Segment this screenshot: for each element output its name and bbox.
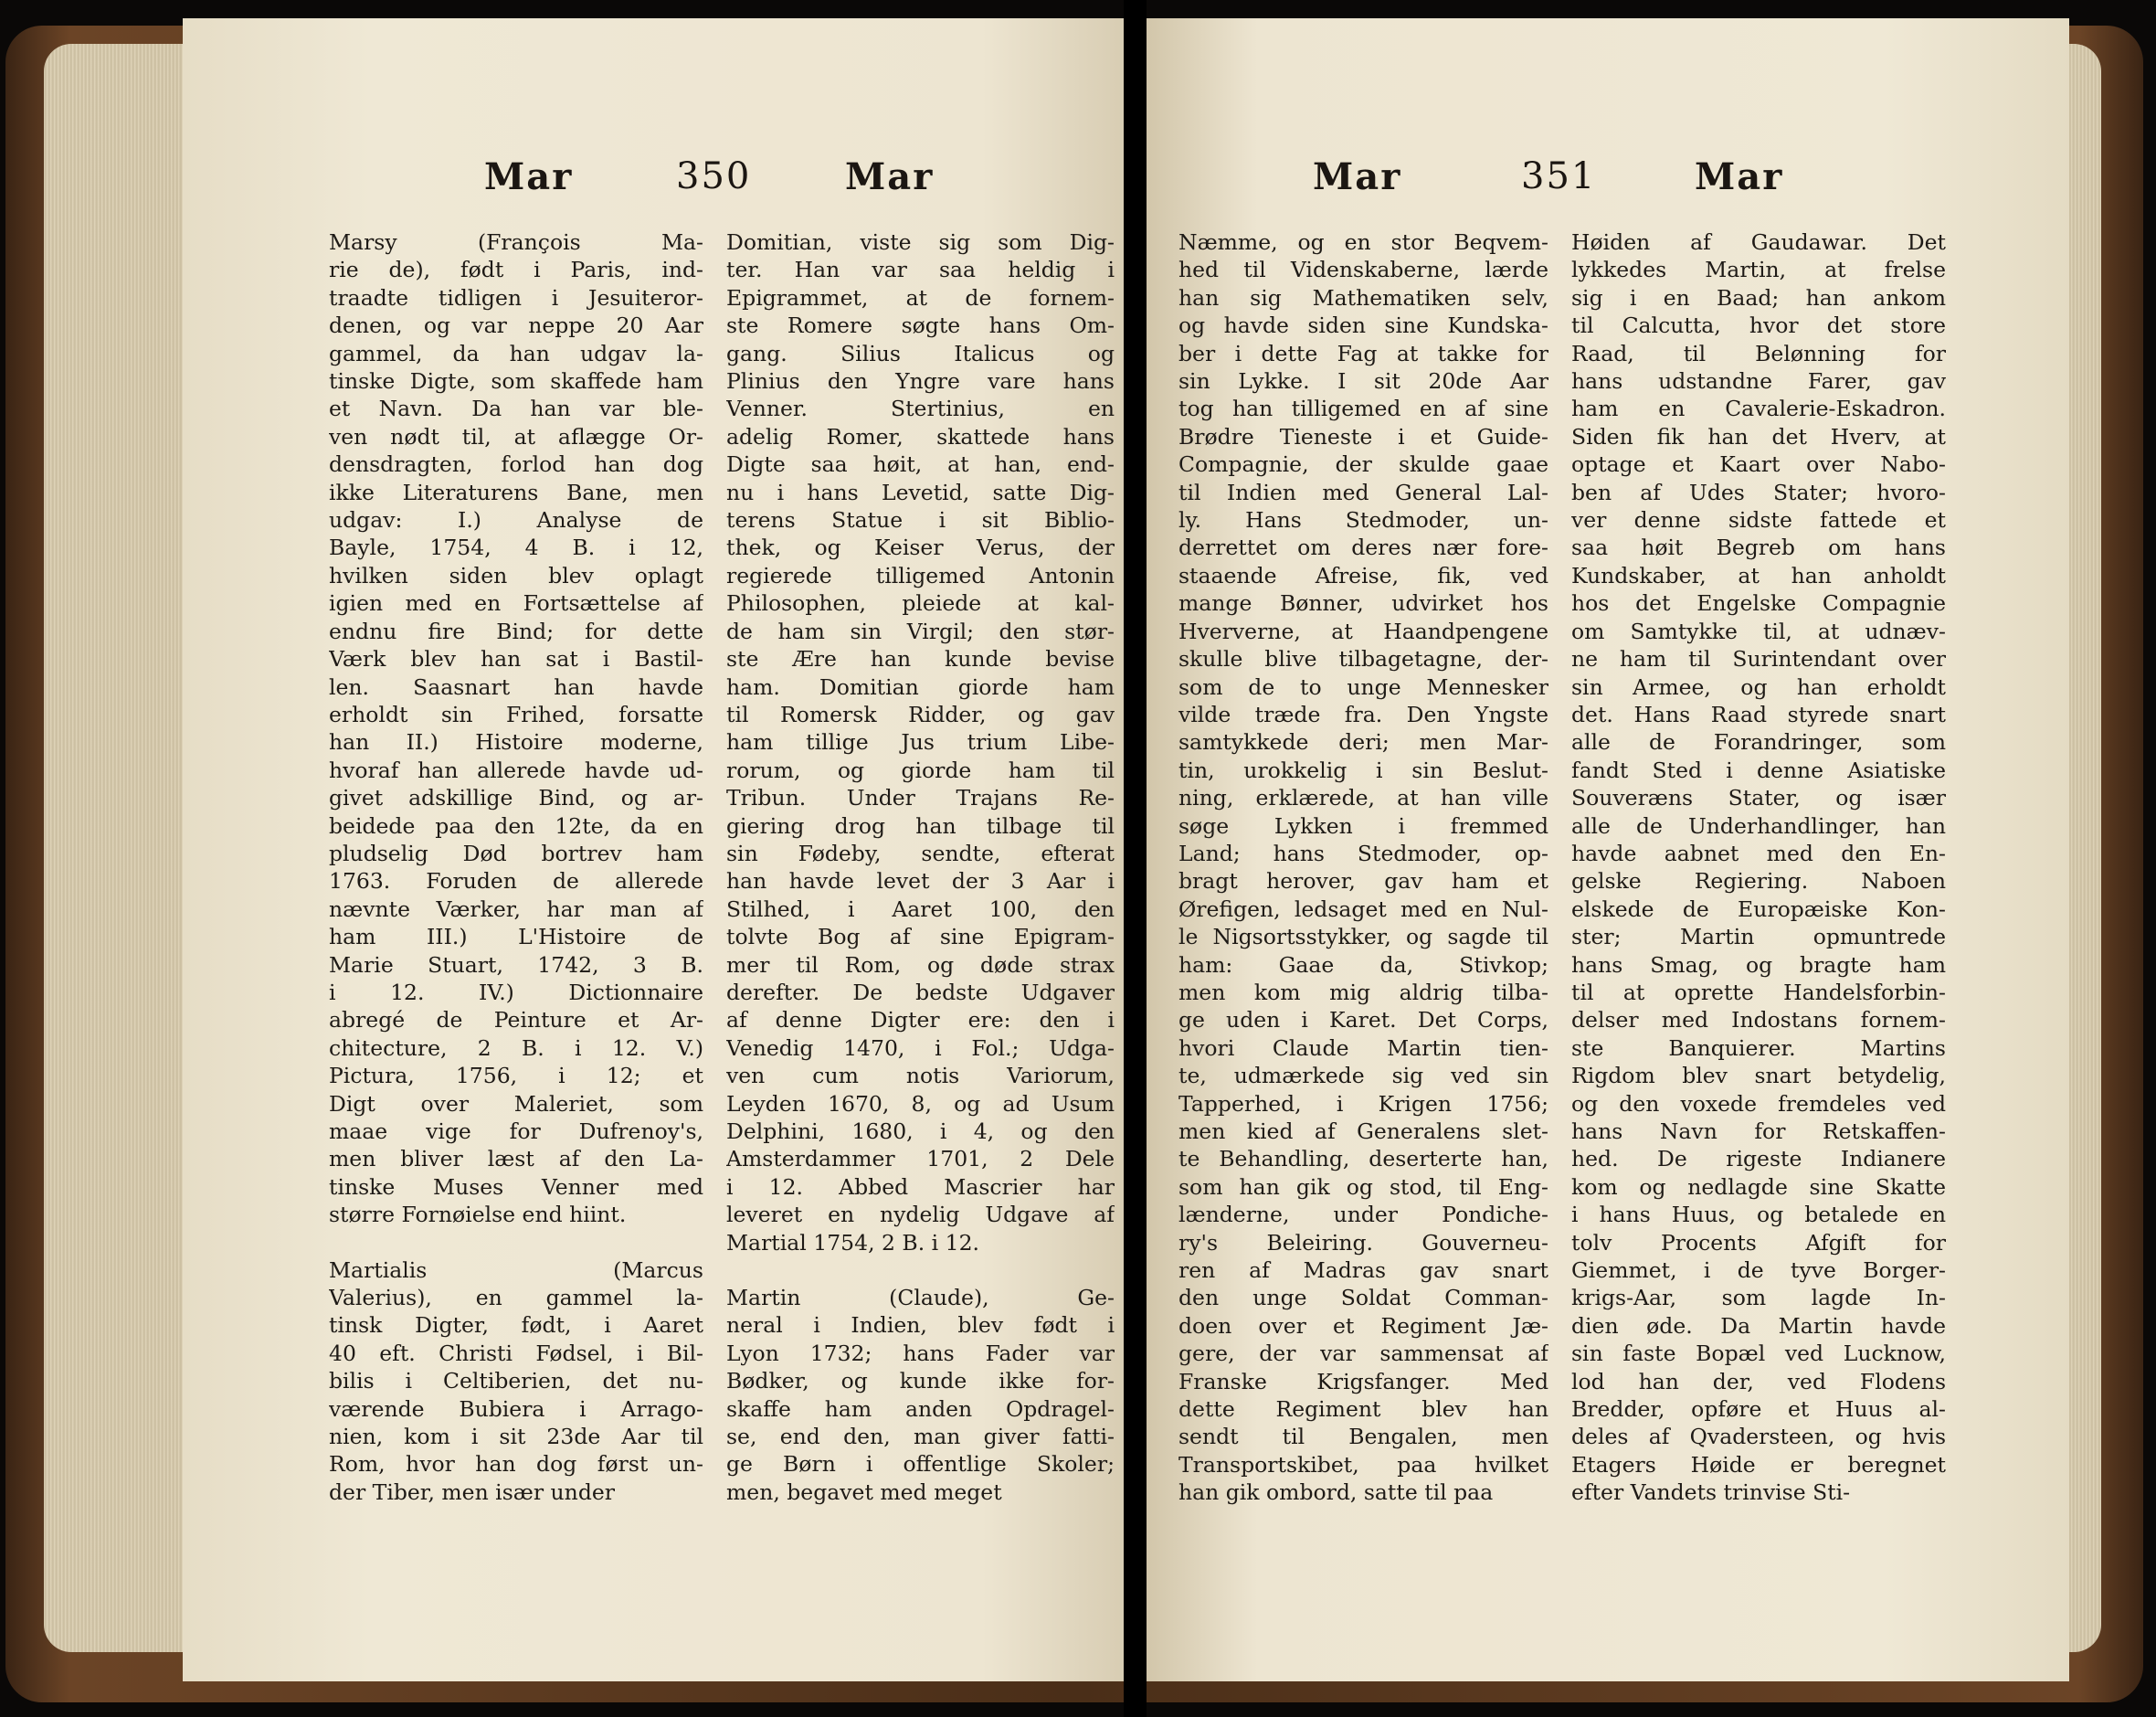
text-line: nævnte Værker, har man af [329,896,703,922]
text-line: men kom mig aldrig tilba- [1178,979,1548,1005]
text-line: vilde træde fra. Den Yngste [1178,701,1548,727]
text-line: kom og nedlagde sine Skatte [1571,1173,1946,1200]
text-line: men kied af Generalens slet- [1178,1118,1548,1144]
text-line: som han gik og stod, til Eng- [1178,1173,1548,1200]
text-line: de ham sin Virgil; den stør- [726,618,1115,644]
text-line: Lyon 1732; hans Fader var [726,1340,1115,1366]
text-line: Etagers Høide er beregnet [1571,1451,1946,1478]
text-line: erholdt sin Frihed, forsatte [329,701,703,727]
text-line: ly. Hans Stedmoder, un- [1178,507,1548,534]
text-line: Tapperhed, i Krigen 1756; [1178,1090,1548,1117]
text-line: Venedig 1470, i Fol.; Udga- [726,1034,1115,1061]
text-line: alle de Underhandlinger, han [1571,812,1946,839]
text-line: af denne Digter ere: den i [726,1007,1115,1033]
text-line: staaende Afreise, fik, ved [1178,562,1548,588]
text-line: havde aabnet med den En- [1571,840,1946,866]
text-line: hvilken siden blev oplagt [329,562,703,588]
text-line: ning, erklærede, at han ville [1178,785,1548,811]
text-line: og havde siden sine Kundska- [1178,313,1548,339]
text-line: ham III.) L'Histoire de [329,924,703,950]
text-line: elskede de Europæiske Kon- [1571,896,1946,922]
text-line: ge Børn i offentlige Skoler; [726,1451,1115,1478]
text-line: bragt herover, gav ham et [1178,868,1548,895]
right-running-head-right: Mar [1695,155,1784,198]
text-line: Pictura, 1756, i 12; et [329,1063,703,1089]
text-line: sin Lykke. I sit 20de Aar [1178,368,1548,395]
text-line: lod han der, ved Flodens [1571,1368,1946,1394]
text-line: i hans Huus, og betalede en [1571,1202,1946,1228]
text-line: ste Romere søgte hans Om- [726,313,1115,339]
text-line: ven cum notis Variorum, [726,1063,1115,1089]
text-line: hans Navn for Retskaffen- [1571,1118,1946,1144]
text-line: giering drog han tilbage til [726,812,1115,839]
text-line: men bliver læst af den La- [329,1146,703,1172]
text-line: Marie Stuart, 1742, 3 B. [329,951,703,978]
text-line: ikke Literaturens Bane, men [329,479,703,505]
text-line: efter Vandets trinvise Sti- [1571,1479,1851,1506]
text-line: le Nigsortsstykker, og sagde til [1178,924,1548,950]
left-running-head: Mar [484,155,574,198]
text-line: nu i hans Levetid, satte Dig- [726,479,1115,505]
text-line: han gik ombord, satte til paa [1178,1479,1494,1506]
text-line: skaffe ham anden Opdragel- [726,1395,1115,1422]
text-line: ber i dette Fag at takke for [1178,340,1548,366]
text-line: Land; hans Stedmoder, op- [1178,840,1548,866]
left-page-edges [44,44,190,1652]
text-line: Marsy (François Ma- [329,229,703,255]
text-line: dette Regiment blev han [1178,1396,1548,1423]
text-line: sin faste Bopæl ved Lucknow, [1571,1341,1946,1367]
text-line: maae vige for Dufrenoy's, [329,1118,703,1144]
text-line: og den voxede fremdeles ved [1571,1090,1946,1117]
text-line: neral i Indien, blev født i [726,1312,1115,1339]
text-line: Giemmet, i de tyve Borger- [1571,1257,1946,1284]
text-line: Siden fik han det Hverv, at [1571,423,1946,450]
text-line: hans Smag, og bragte ham [1571,951,1946,978]
text-line: Brødre Tieneste i et Guide- [1178,423,1548,450]
text-line: len. Saasnart han havde [329,673,703,700]
text-line: han sig Mathematiken selv, [1178,284,1548,311]
text-line: tinske Digte, som skaffede ham [329,368,703,395]
text-line: traadte tidligen i Jesuiteror- [329,284,703,311]
text-line: tinske Muses Venner med [329,1173,703,1200]
text-line: i 12. Abbed Mascrier har [726,1173,1115,1200]
text-line: ste Banquierer. Martins [1571,1034,1946,1061]
text-line: ry's Beleiring. Gouverneu- [1178,1229,1548,1256]
text-line: givet adskillige Bind, og ar- [329,785,703,811]
text-line: ren af Madras gav snart [1178,1257,1548,1284]
text-line: densdragten, forlod han dog [329,451,703,478]
text-line: Stilhed, i Aaret 100, den [726,896,1115,922]
text-line: lykkedes Martin, at frelse [1571,257,1946,283]
text-line: ster; Martin opmuntrede [1571,924,1946,950]
text-line: mer til Rom, og døde strax [726,951,1115,978]
text-line: Raad, til Belønning for [1571,340,1946,366]
book-gutter [1124,0,1147,1717]
text-line: rorum, og giorde ham til [726,757,1115,783]
text-line: terens Statue i sit Biblio- [726,507,1115,534]
text-line: regierede tilligemed Antonin [726,562,1115,588]
text-line: til Calcutta, hvor det store [1571,313,1946,339]
text-line: lænderne, under Pondiche- [1178,1202,1548,1228]
text-line: mange Bønner, udvirket hos [1178,590,1548,617]
text-line: ge uden i Karet. Det Corps, [1178,1007,1548,1033]
text-line: Digte saa høit, at han, end- [726,451,1115,478]
text-line: Amsterdammer 1701, 2 Dele [726,1146,1115,1172]
text-line: denen, og var neppe 20 Aar [329,313,703,339]
text-line: Souveræns Stater, og især [1571,785,1946,811]
text-line: Digt over Maleriet, som [329,1090,703,1117]
text-line: men, begavet med meget [726,1479,1002,1505]
text-line: i 12. IV.) Dictionnaire [329,979,703,1005]
text-line: større Fornøielse end hiint. [329,1202,627,1228]
text-line: gelske Regiering. Naboen [1571,868,1946,895]
text-line: Transportskibet, paa hvilket [1178,1451,1548,1478]
text-line: Epigrammet, at de fornem- [726,284,1115,311]
text-line: til at oprette Handelsforbin- [1571,979,1946,1005]
text-line: tinsk Digter, født, i Aaret [329,1312,703,1339]
text-line: han havde levet der 3 Aar i [726,868,1115,895]
text-line: thek, og Keiser Verus, der [726,535,1115,561]
text-line: hos det Engelske Compagnie [1571,590,1946,617]
text-line: et Navn. Da han var ble- [329,396,703,422]
text-line: hed. De rigeste Indianere [1571,1146,1946,1172]
text-line: sendt til Bengalen, men [1178,1424,1548,1450]
text-line: Rom, hvor han dog først un- [329,1451,703,1478]
text-line: Martin (Claude), Ge- [726,1285,1115,1311]
text-line: Tribun. Under Trajans Re- [726,785,1115,811]
text-line: Værk blev han sat i Bastil- [329,646,703,673]
text-line: krigs-Aar, som lagde In- [1571,1285,1946,1311]
right-running-head: Mar [1313,155,1402,198]
text-line: Hververne, at Haandpengene [1178,618,1548,644]
text-line: Delphini, 1680, i 4, og den [726,1118,1115,1144]
text-line: Bødker, og kunde ikke for- [726,1368,1115,1394]
right-page-column-1 [1178,228,1548,1507]
text-line: sin Armee, og han erholdt [1571,673,1946,700]
text-line: Compagnie, der skulde gaae [1178,451,1548,478]
text-line: Ørefigen, ledsaget med en Nul- [1178,896,1548,922]
text-line: tolv Procents Afgift for [1571,1229,1946,1256]
text-line: hans udstandne Farer, gav [1571,368,1946,395]
text-line: hed til Videnskaberne, lærde [1178,257,1548,283]
text-line: derrettet om deres nær fore- [1178,535,1548,561]
text-line: fandt Sted i denne Asiatiske [1571,757,1946,783]
text-line: Domitian, viste sig som Dig- [726,229,1115,255]
text-line: Bayle, 1754, 4 B. i 12, [329,535,703,561]
text-line: saa høit Begreb om hans [1571,535,1946,561]
text-line: det. Hans Raad styrede snart [1571,701,1946,727]
text-line: sig i en Baad; han ankom [1571,284,1946,311]
left-page-column-1 [329,228,703,1506]
text-line: hvoraf han allerede havde ud- [329,757,703,783]
text-line: Martial 1754, 2 B. i 12. [726,1229,979,1256]
text-line: ham: Gaae da, Stivkop; [1178,951,1548,978]
text-line: endnu fire Bind; for dette [329,618,703,644]
text-line: ham en Cavalerie-Eskadron. [1571,396,1946,422]
text-line: Kundskaber, at han anholdt [1571,562,1946,588]
text-line: tin, urokkelig i sin Beslut- [1178,757,1548,783]
text-line: ham tillige Jus trium Libe- [726,729,1115,756]
text-line: gang. Silius Italicus og [726,340,1115,366]
text-line: Valerius), en gammel la- [329,1285,703,1311]
text-line: Philosophen, pleiede at kal- [726,590,1115,617]
text-line: se, end den, man giver fatti- [726,1424,1115,1450]
text-line: skulle blive tilbagetagne, der- [1178,646,1548,673]
left-page [183,18,1124,1681]
text-line: te Behandling, deserterte han, [1178,1146,1548,1172]
text-line: samtykkede deri; men Mar- [1178,729,1548,756]
text-line: doen over et Regiment Jæ- [1178,1312,1548,1339]
text-line: deles af Qvadersteen, og hvis [1571,1424,1946,1450]
text-line: Høiden af Gaudawar. Det [1571,229,1946,255]
text-line: optage et Kaart over Nabo- [1571,451,1946,478]
text-line: derefter. De bedste Udgaver [726,979,1115,1005]
text-line: udgav: I.) Analyse de [329,507,703,534]
text-line: nien, kom i sit 23de Aar til [329,1424,703,1450]
text-line: dien øde. Da Martin havde [1571,1312,1946,1339]
text-line: pludselig Død bortrev ham [329,840,703,866]
text-line: Franske Krigsfanger. Med [1178,1368,1548,1394]
text-line: Næmme, og en stor Beqvem- [1178,229,1548,255]
paragraph-gap [726,1256,1115,1284]
text-line: te, udmærkede sig ved sin [1178,1063,1548,1089]
text-line: Venner. Stertinius, en [726,396,1115,422]
text-line: ste Ære han kunde bevise [726,646,1115,673]
text-line: 40 eft. Christi Fødsel, i Bil- [329,1340,703,1366]
text-line: Martialis (Marcus [329,1256,703,1283]
text-line: til Romersk Ridder, og gav [726,701,1115,727]
text-line: ter. Han var saa heldig i [726,257,1115,283]
text-line: tolvte Bog af sine Epigram- [726,924,1115,950]
left-page-column-2 [726,228,1115,1506]
text-line: til Indien med General Lal- [1178,479,1548,505]
text-line: alle de Forandringer, som [1571,729,1946,756]
text-line: Bredder, opføre et Huus al- [1571,1396,1946,1423]
right-page [1147,18,2069,1681]
left-running-head-right: Mar [845,155,935,198]
text-line: ver denne sidste fattede et [1571,507,1946,534]
text-line: søge Lykken i fremmed [1178,812,1548,839]
right-page-number: 351 [1521,155,1597,197]
text-line: leveret en nydelig Udgave af [726,1202,1115,1228]
left-page-number: 350 [676,155,752,197]
text-line: Leyden 1670, 8, og ad Usum [726,1090,1115,1117]
text-line: som de to unge Mennesker [1178,673,1548,700]
text-line: ne ham til Surintendant over [1571,646,1946,673]
text-line: chitecture, 2 B. i 12. V.) [329,1034,703,1061]
text-line: delser med Indostans fornem- [1571,1007,1946,1033]
text-line: den unge Soldat Comman- [1178,1285,1548,1311]
text-line: han II.) Histoire moderne, [329,729,703,756]
text-line: ven nødt til, at aflægge Or- [329,423,703,450]
text-line: gere, der var sammensat af [1178,1341,1548,1367]
text-line: rie de), født i Paris, ind- [329,257,703,283]
text-line: abregé de Peinture et Ar- [329,1007,703,1033]
text-line: adelig Romer, skattede hans [726,423,1115,450]
text-line: ben af Udes Stater; hvoro- [1571,479,1946,505]
text-line: beidede paa den 12te, da en [329,812,703,839]
right-page-column-2 [1571,228,1946,1507]
text-line: tog han tilligemed en af sine [1178,396,1548,422]
text-line: gammel, da han udgav la- [329,340,703,366]
text-line: hvori Claude Martin tien- [1178,1034,1548,1061]
text-line: igien med en Fortsættelse af [329,590,703,617]
text-line: Rigdom blev snart betydelig, [1571,1063,1946,1089]
text-line: 1763. Foruden de allerede [329,868,703,895]
text-line: der Tiber, men især under [329,1479,616,1505]
text-line: bilis i Celtiberien, det nu- [329,1368,703,1394]
text-line: ham. Domitian giorde ham [726,673,1115,700]
text-line: sin Fødeby, sendte, efterat [726,840,1115,866]
text-line: om Samtykke til, at udnæv- [1571,618,1946,644]
text-line: Plinius den Yngre vare hans [726,368,1115,395]
text-line: værende Bubiera i Arrago- [329,1395,703,1422]
paragraph-gap [329,1229,703,1256]
